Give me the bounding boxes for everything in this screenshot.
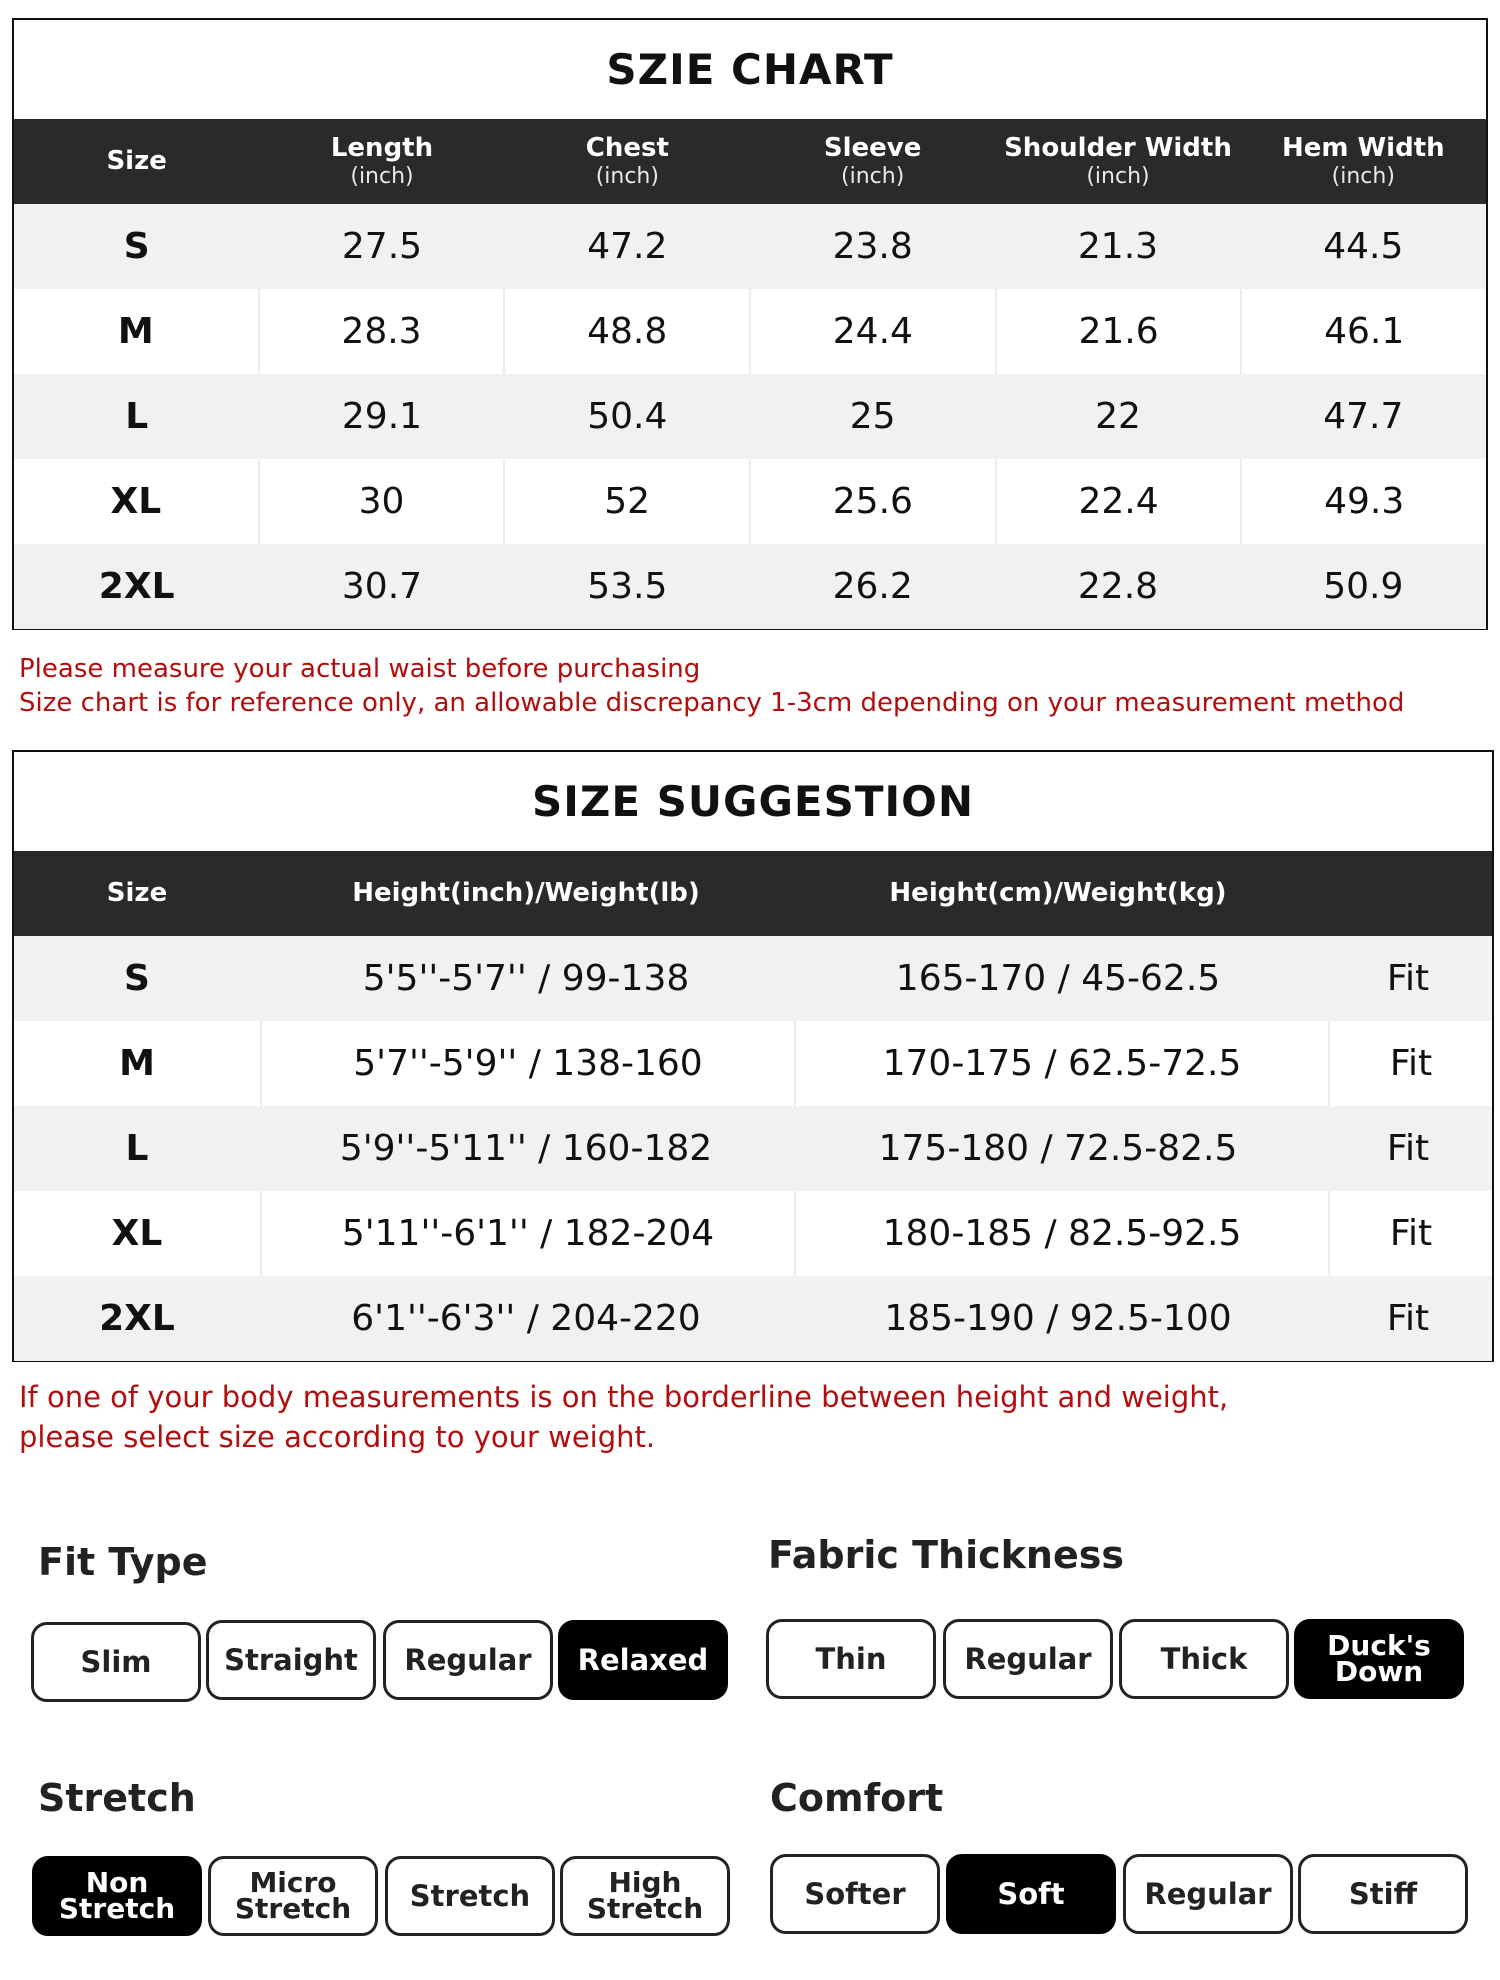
- fit-cell: Fit: [1328, 1191, 1492, 1276]
- size-suggestion-table: [12, 750, 1494, 1362]
- length-cell: 30.7: [341, 566, 423, 607]
- size-cell: 2XL: [99, 1298, 175, 1339]
- sleeve-cell: 26.2: [832, 566, 913, 607]
- fit-type-option-slim[interactable]: Slim: [31, 1622, 201, 1702]
- size-cell: L: [125, 1128, 149, 1169]
- table-row: [14, 459, 1486, 544]
- fit-type-option-straight[interactable]: Straight: [206, 1620, 376, 1700]
- fabric-thickness-option-ducks-down[interactable]: Duck's Down: [1294, 1619, 1464, 1699]
- comfort-option-soft[interactable]: Soft: [946, 1854, 1116, 1934]
- length-cell: 29.1: [341, 396, 423, 437]
- fit-cell: Fit: [1328, 1021, 1492, 1106]
- size-chart-notes: [19, 652, 1489, 720]
- shoulder-width-cell: 22.8: [1077, 566, 1159, 607]
- length-cell: 30: [258, 459, 504, 544]
- size-cell: S: [124, 958, 150, 999]
- size-cell: M: [117, 311, 154, 352]
- fabric-thickness-option-thin[interactable]: Thin: [766, 1619, 936, 1699]
- fabric-thickness-option-regular[interactable]: Regular: [943, 1619, 1113, 1699]
- size-cell: 2XL: [98, 566, 175, 607]
- table-row: [14, 289, 1486, 374]
- height-weight-imperial-cell: 5'5''-5'7'' / 99-138: [362, 958, 690, 999]
- size-cell: XL: [110, 481, 162, 522]
- fit-cell: Fit: [1386, 1298, 1430, 1339]
- size-cell: XL: [111, 1213, 163, 1254]
- fabric-thickness-option-thick[interactable]: Thick: [1119, 1619, 1289, 1699]
- chest-cell: 47.2: [587, 226, 668, 267]
- note-line: please select size according to your weight.: [19, 1420, 656, 1454]
- note-line: If one of your body measurements is on the borderline between height and weight,: [19, 1380, 1229, 1414]
- size-cell: S: [123, 226, 150, 267]
- hem-width-cell: 47.7: [1323, 396, 1404, 437]
- size-chart-title: SZIE CHART: [606, 45, 894, 94]
- hem-width-cell: 49.3: [1240, 459, 1486, 544]
- hem-width-cell: 44.5: [1323, 226, 1404, 267]
- table-row: [14, 374, 1486, 459]
- column-header-height-inch-weight-lb: Height(inch)/Weight(lb): [352, 877, 700, 908]
- table-row: [14, 936, 1492, 1021]
- chest-cell: 50.4: [587, 396, 668, 437]
- height-weight-imperial-cell: 5'9''-5'11'' / 160-182: [339, 1128, 713, 1169]
- size-suggestion-notes: [19, 1377, 1489, 1457]
- table-row: [14, 1191, 1492, 1276]
- stretch-option-stretch[interactable]: Stretch: [385, 1856, 555, 1936]
- sleeve-cell: 25.6: [749, 459, 995, 544]
- height-weight-metric-cell: 175-180 / 72.5-82.5: [878, 1128, 1238, 1169]
- size-cell: M: [119, 1043, 155, 1084]
- chest-cell: 48.8: [503, 289, 749, 374]
- size-chart-header: [14, 119, 1486, 204]
- column-header-shoulder-width: Shoulder Width (inch): [1004, 132, 1232, 189]
- size-suggestion-header: [14, 851, 1492, 936]
- size-chart-table: [12, 18, 1488, 630]
- sleeve-cell: 25: [849, 396, 896, 437]
- height-weight-metric-cell: 170-175 / 62.5-72.5: [794, 1021, 1328, 1106]
- table-row: [14, 1106, 1492, 1191]
- fit-cell: Fit: [1386, 1128, 1430, 1169]
- stretch-option-non-stretch[interactable]: Non Stretch: [32, 1856, 202, 1936]
- height-weight-metric-cell: 165-170 / 45-62.5: [895, 958, 1221, 999]
- fabric-thickness-title: Fabric Thickness: [768, 1533, 1124, 1577]
- table-row: [14, 1276, 1492, 1361]
- column-header-chest: Chest (inch): [585, 132, 669, 189]
- comfort-option-softer[interactable]: Softer: [770, 1854, 940, 1934]
- comfort-option-regular[interactable]: Regular: [1123, 1854, 1293, 1934]
- shoulder-width-cell: 21.6: [995, 289, 1241, 374]
- size-cell: L: [125, 396, 149, 437]
- stretch-option-micro-stretch[interactable]: Micro Stretch: [208, 1856, 378, 1936]
- column-header-sleeve: Sleeve (inch): [823, 132, 922, 189]
- height-weight-imperial-cell: 6'1''-6'3'' / 204-220: [351, 1298, 701, 1339]
- comfort-title: Comfort: [770, 1776, 944, 1820]
- note-line: Please measure your actual waist before purchasing: [19, 654, 701, 684]
- shoulder-width-cell: 22.4: [995, 459, 1241, 544]
- column-header-size: Size: [106, 877, 168, 908]
- chest-cell: 52: [503, 459, 749, 544]
- fit-type-option-regular[interactable]: Regular: [383, 1620, 553, 1700]
- fit-type-title: Fit Type: [38, 1540, 208, 1584]
- table-row: [14, 1021, 1492, 1106]
- table-row: [14, 204, 1486, 289]
- stretch-title: Stretch: [38, 1776, 196, 1820]
- sleeve-cell: 23.8: [832, 226, 913, 267]
- length-cell: 28.3: [258, 289, 504, 374]
- column-header-height-cm-weight-kg: Height(cm)/Weight(kg): [889, 877, 1227, 908]
- table-row: [14, 544, 1486, 629]
- column-header-fit: [1324, 851, 1492, 936]
- fit-type-option-relaxed[interactable]: Relaxed: [558, 1620, 728, 1700]
- height-weight-metric-cell: 180-185 / 82.5-92.5: [794, 1191, 1328, 1276]
- hem-width-cell: 50.9: [1323, 566, 1404, 607]
- height-weight-imperial-cell: 5'7''-5'9'' / 138-160: [260, 1021, 794, 1106]
- length-cell: 27.5: [341, 226, 423, 267]
- column-header-hem-width: Hem Width (inch): [1281, 132, 1445, 189]
- size-suggestion-title: SIZE SUGGESTION: [531, 777, 974, 826]
- chest-cell: 53.5: [587, 566, 668, 607]
- fit-cell: Fit: [1386, 958, 1430, 999]
- sleeve-cell: 24.4: [749, 289, 995, 374]
- column-header-length: Length (inch): [330, 132, 434, 189]
- height-weight-imperial-cell: 5'11''-6'1'' / 182-204: [260, 1191, 794, 1276]
- column-header-size: Size: [106, 145, 167, 176]
- shoulder-width-cell: 21.3: [1077, 226, 1159, 267]
- height-weight-metric-cell: 185-190 / 92.5-100: [884, 1298, 1232, 1339]
- comfort-option-stiff[interactable]: Stiff: [1298, 1854, 1468, 1934]
- hem-width-cell: 46.1: [1240, 289, 1486, 374]
- shoulder-width-cell: 22: [1095, 396, 1141, 437]
- stretch-option-high-stretch[interactable]: High Stretch: [560, 1856, 730, 1936]
- note-line: Size chart is for reference only, an allowable discrepancy 1-3cm depending on your measurement method: [19, 688, 1405, 718]
